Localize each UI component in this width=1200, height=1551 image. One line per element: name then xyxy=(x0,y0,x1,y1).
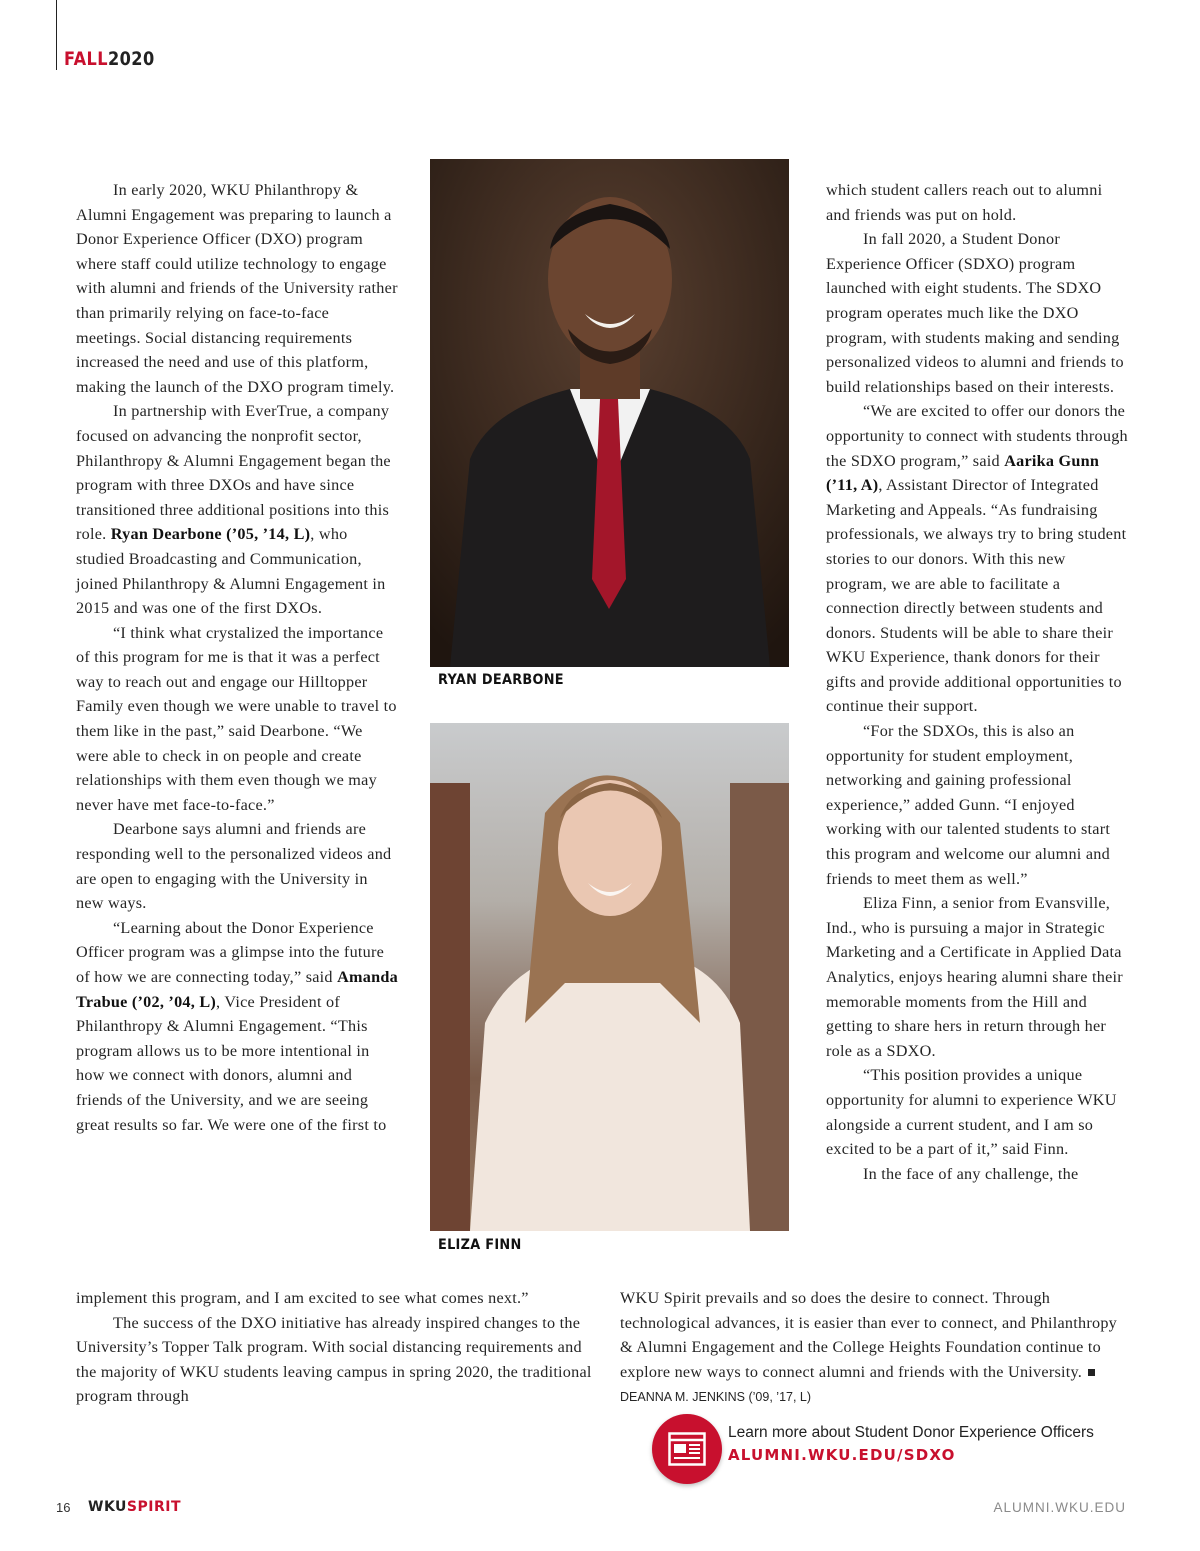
paragraph-text: In fall 2020, a Student Donor Experience Officer (SDXO) program launched with eight students. The SDXO program operates much like the DXO program, with students making and sending personalized videos to alumni and friends to build relationships based on their interests. xyxy=(826,230,1124,396)
photo-ryan-dearbone xyxy=(430,159,789,667)
article-paragraph xyxy=(76,916,398,1137)
issue-year: 2020 xyxy=(107,48,155,70)
issue-label xyxy=(64,48,155,70)
person-name: Aarika Gunn (’11, A) xyxy=(826,451,1100,495)
paragraph-text: “I think what crystalized the importance of this program for me is that it was a perfect way to reach out and engage our Hilltopper Family even though we were unable to travel to them like in the past,” said Dearbone. “We were able to check in on people and create relationships with them even though we may never have met face-to-face.” xyxy=(76,623,397,814)
byline-square-icon xyxy=(1088,1369,1095,1376)
paragraph-text: , Assistant Director of Integrated Marketing and Appeals. “As fundraising professionals, we always try to bring student stories to our donors. With this new program, we are able to facilitate a connection directly between students and donors. Students will be able to share their WKU Experience, thank donors for their gifts and provide additional opportunities to continue their support. xyxy=(826,476,1127,716)
portrait-woman-image xyxy=(430,723,789,1231)
article-paragraph xyxy=(76,1286,596,1311)
page-number: 16 xyxy=(56,1500,71,1515)
article-wide-right xyxy=(620,1286,1130,1410)
paragraph-text: , Vice President of Philanthropy & Alumni Engagement. “This program allows us to be more intentional in how we connect with donors, alumni and friends of the University, and we are seeing great results so far. We were one of the first to xyxy=(76,992,387,1134)
magazine-name-spirit: SPIRIT xyxy=(126,1499,182,1515)
paragraph-text: “We are excited to offer our donors the opportunity to connect with students through the SDXO program,” said xyxy=(826,402,1128,470)
paragraph-text: implement this program, and I am excited to see what comes next.” xyxy=(76,1289,529,1307)
footer-website: ALUMNI.WKU.EDU xyxy=(993,1500,1126,1515)
article-paragraph xyxy=(620,1286,1130,1410)
article-paragraph xyxy=(76,1311,596,1409)
article-paragraph xyxy=(826,891,1130,1063)
article-column-left xyxy=(76,178,398,1137)
magazine-name-wku: WKU xyxy=(88,1499,127,1515)
paragraph-text: In the face of any challenge, the xyxy=(863,1164,1079,1183)
promo-link[interactable]: ALUMNI.WKU.EDU/SDXO xyxy=(728,1446,956,1464)
web-page-icon xyxy=(652,1414,722,1484)
photo-caption-ryan: RYAN DEARBONE xyxy=(438,672,564,688)
article-paragraph xyxy=(76,399,398,620)
paragraph-text: Dearbone says alumni and friends are responding well to the personalized videos and are open to engaging with the University in new ways. xyxy=(76,820,392,913)
article-wide-left xyxy=(76,1286,596,1409)
issue-season: FALL xyxy=(64,48,108,70)
paragraph-text: “This position provides a unique opportunity for alumni to experience WKU alongside a current student, and I am so excited to be a part of it,” said Finn. xyxy=(826,1066,1117,1159)
paragraph-text: In early 2020, WKU Philanthropy & Alumni Engagement was preparing to launch a Donor Experience Officer (DXO) program where staff could utilize technology to engage with alumni and friends of the University rather than primarily relying on face-to-face meetings. Social distancing requirements increased the need and use of this platform, making the launch of the DXO program timely. xyxy=(76,181,398,396)
article-paragraph xyxy=(826,227,1130,399)
paragraph-text: The success of the DXO initiative has already inspired changes to the University’s Topper Talk program. With social distancing requirements and the majority of WKU students leaving campus in spring 2020, the traditional program through xyxy=(76,1313,592,1406)
article-paragraph xyxy=(826,399,1130,719)
person-name: Ryan Dearbone (’05, ’14, L) xyxy=(110,525,311,544)
portrait-man-image xyxy=(430,159,789,667)
paragraph-text: , who studied Broadcasting and Communication, joined Philanthropy & Alumni Engagement in 2015 and was one of the first DXOs. xyxy=(76,525,386,618)
article-paragraph xyxy=(826,1162,1130,1187)
header-rule xyxy=(56,0,57,70)
paragraph-text: WKU Spirit prevails and so does the desire to connect. Through technological advances, it is easier than ever to connect, and Philanthropy & Alumni Engagement and the College Heights Foundation continue to explore new ways to connect alumni and friends with the University. xyxy=(620,1289,1118,1381)
magazine-name xyxy=(88,1499,181,1515)
article-paragraph xyxy=(826,719,1130,891)
photo-caption-eliza: ELIZA FINN xyxy=(438,1237,522,1253)
promo-text: Learn more about Student Donor Experience Officers xyxy=(728,1424,1094,1441)
paragraph-text: Eliza Finn, a senior from Evansville, Ind., who is pursuing a major in Strategic Marketing and a Certificate in Applied Data Analytics, enjoys hearing alumni share their memorable moments from the Hill and getting to share hers in return through her role as a SDXO. xyxy=(826,894,1123,1060)
article-paragraph xyxy=(826,178,1130,227)
article-paragraph xyxy=(76,178,398,399)
article-paragraph xyxy=(826,1063,1130,1161)
paragraph-text: “Learning about the Donor Experience Officer program was a glimpse into the future of how we are connecting today,” said xyxy=(76,918,385,986)
paragraph-text: which student callers reach out to alumni and friends was put on hold. xyxy=(826,181,1103,224)
photo-eliza-finn xyxy=(430,723,789,1231)
article-paragraph xyxy=(76,817,398,915)
paragraph-text: “For the SDXOs, this is also an opportunity for student employment, networking and gaining professional experience,” added Gunn. “I enjoyed working with our talented students to start this program and welcome our alumni and friends to meet them as well.” xyxy=(826,722,1111,888)
paragraph-text: In partnership with EverTrue, a company focused on advancing the nonprofit sector, Philanthropy & Alumni Engagement began the program with three DXOs and have since transitioned three additional positions into this role. xyxy=(76,402,391,544)
author-byline: DEANNA M. JENKINS (’09, ’17, L) xyxy=(620,1390,812,1405)
person-name: Amanda Trabue (’02, ’04, L) xyxy=(76,968,398,1011)
article-column-right xyxy=(826,178,1130,1186)
article-paragraph xyxy=(76,621,398,818)
